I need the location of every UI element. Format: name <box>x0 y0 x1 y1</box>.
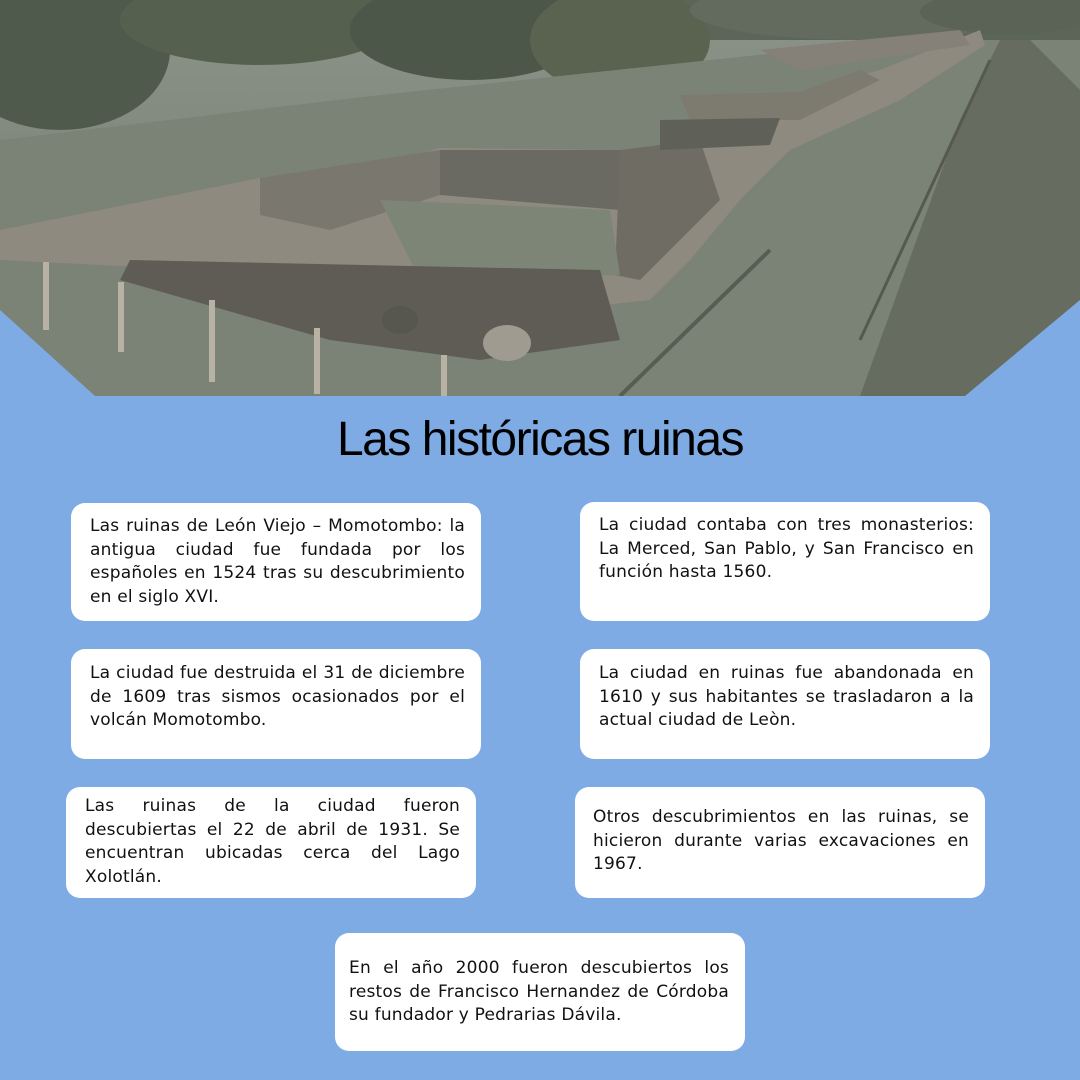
page-title: Las históricas ruinas <box>336 413 744 466</box>
info-card-discovery <box>66 787 476 898</box>
info-card-abandonment <box>580 649 990 759</box>
info-card-excavations <box>575 787 985 898</box>
info-card-text: Otros descubrimientos en las ruinas, se hicieron durante varias excavaciones en 1967. <box>593 807 969 874</box>
info-card-remains <box>335 933 745 1051</box>
ruins-photo <box>0 0 1080 396</box>
info-card-text: La ciudad en ruinas fue abandonada en 1610 y sus habitantes se trasladaron a la actual ciudad de Leòn. <box>599 663 974 730</box>
info-card-founding <box>71 503 481 621</box>
info-card-text: Las ruinas de la ciudad fueron descubiertas el 22 de abril de 1931. Se encuentran ubicadas cerca del Lago Xolotlán. <box>85 796 460 887</box>
info-card-destruction <box>71 649 481 759</box>
info-card-text: La ciudad fue destruida el 31 de diciembre de 1609 tras sismos ocasionados por el volcán Momotombo. <box>90 663 465 730</box>
info-card-text: En el año 2000 fueron descubiertos los restos de Francisco Hernandez de Córdoba su fundador y Pedrarias Dávila. <box>349 958 729 1025</box>
info-card-text: La ciudad contaba con tres monasterios: La Merced, San Pablo, y San Francisco en función hasta 1560. <box>599 515 974 582</box>
info-card-monasteries <box>580 502 990 621</box>
info-card-text: Las ruinas de León Viejo – Momotombo: la antigua ciudad fue fundada por los españoles en 1524 tras su descubrimiento en el siglo XVI. <box>90 516 465 607</box>
